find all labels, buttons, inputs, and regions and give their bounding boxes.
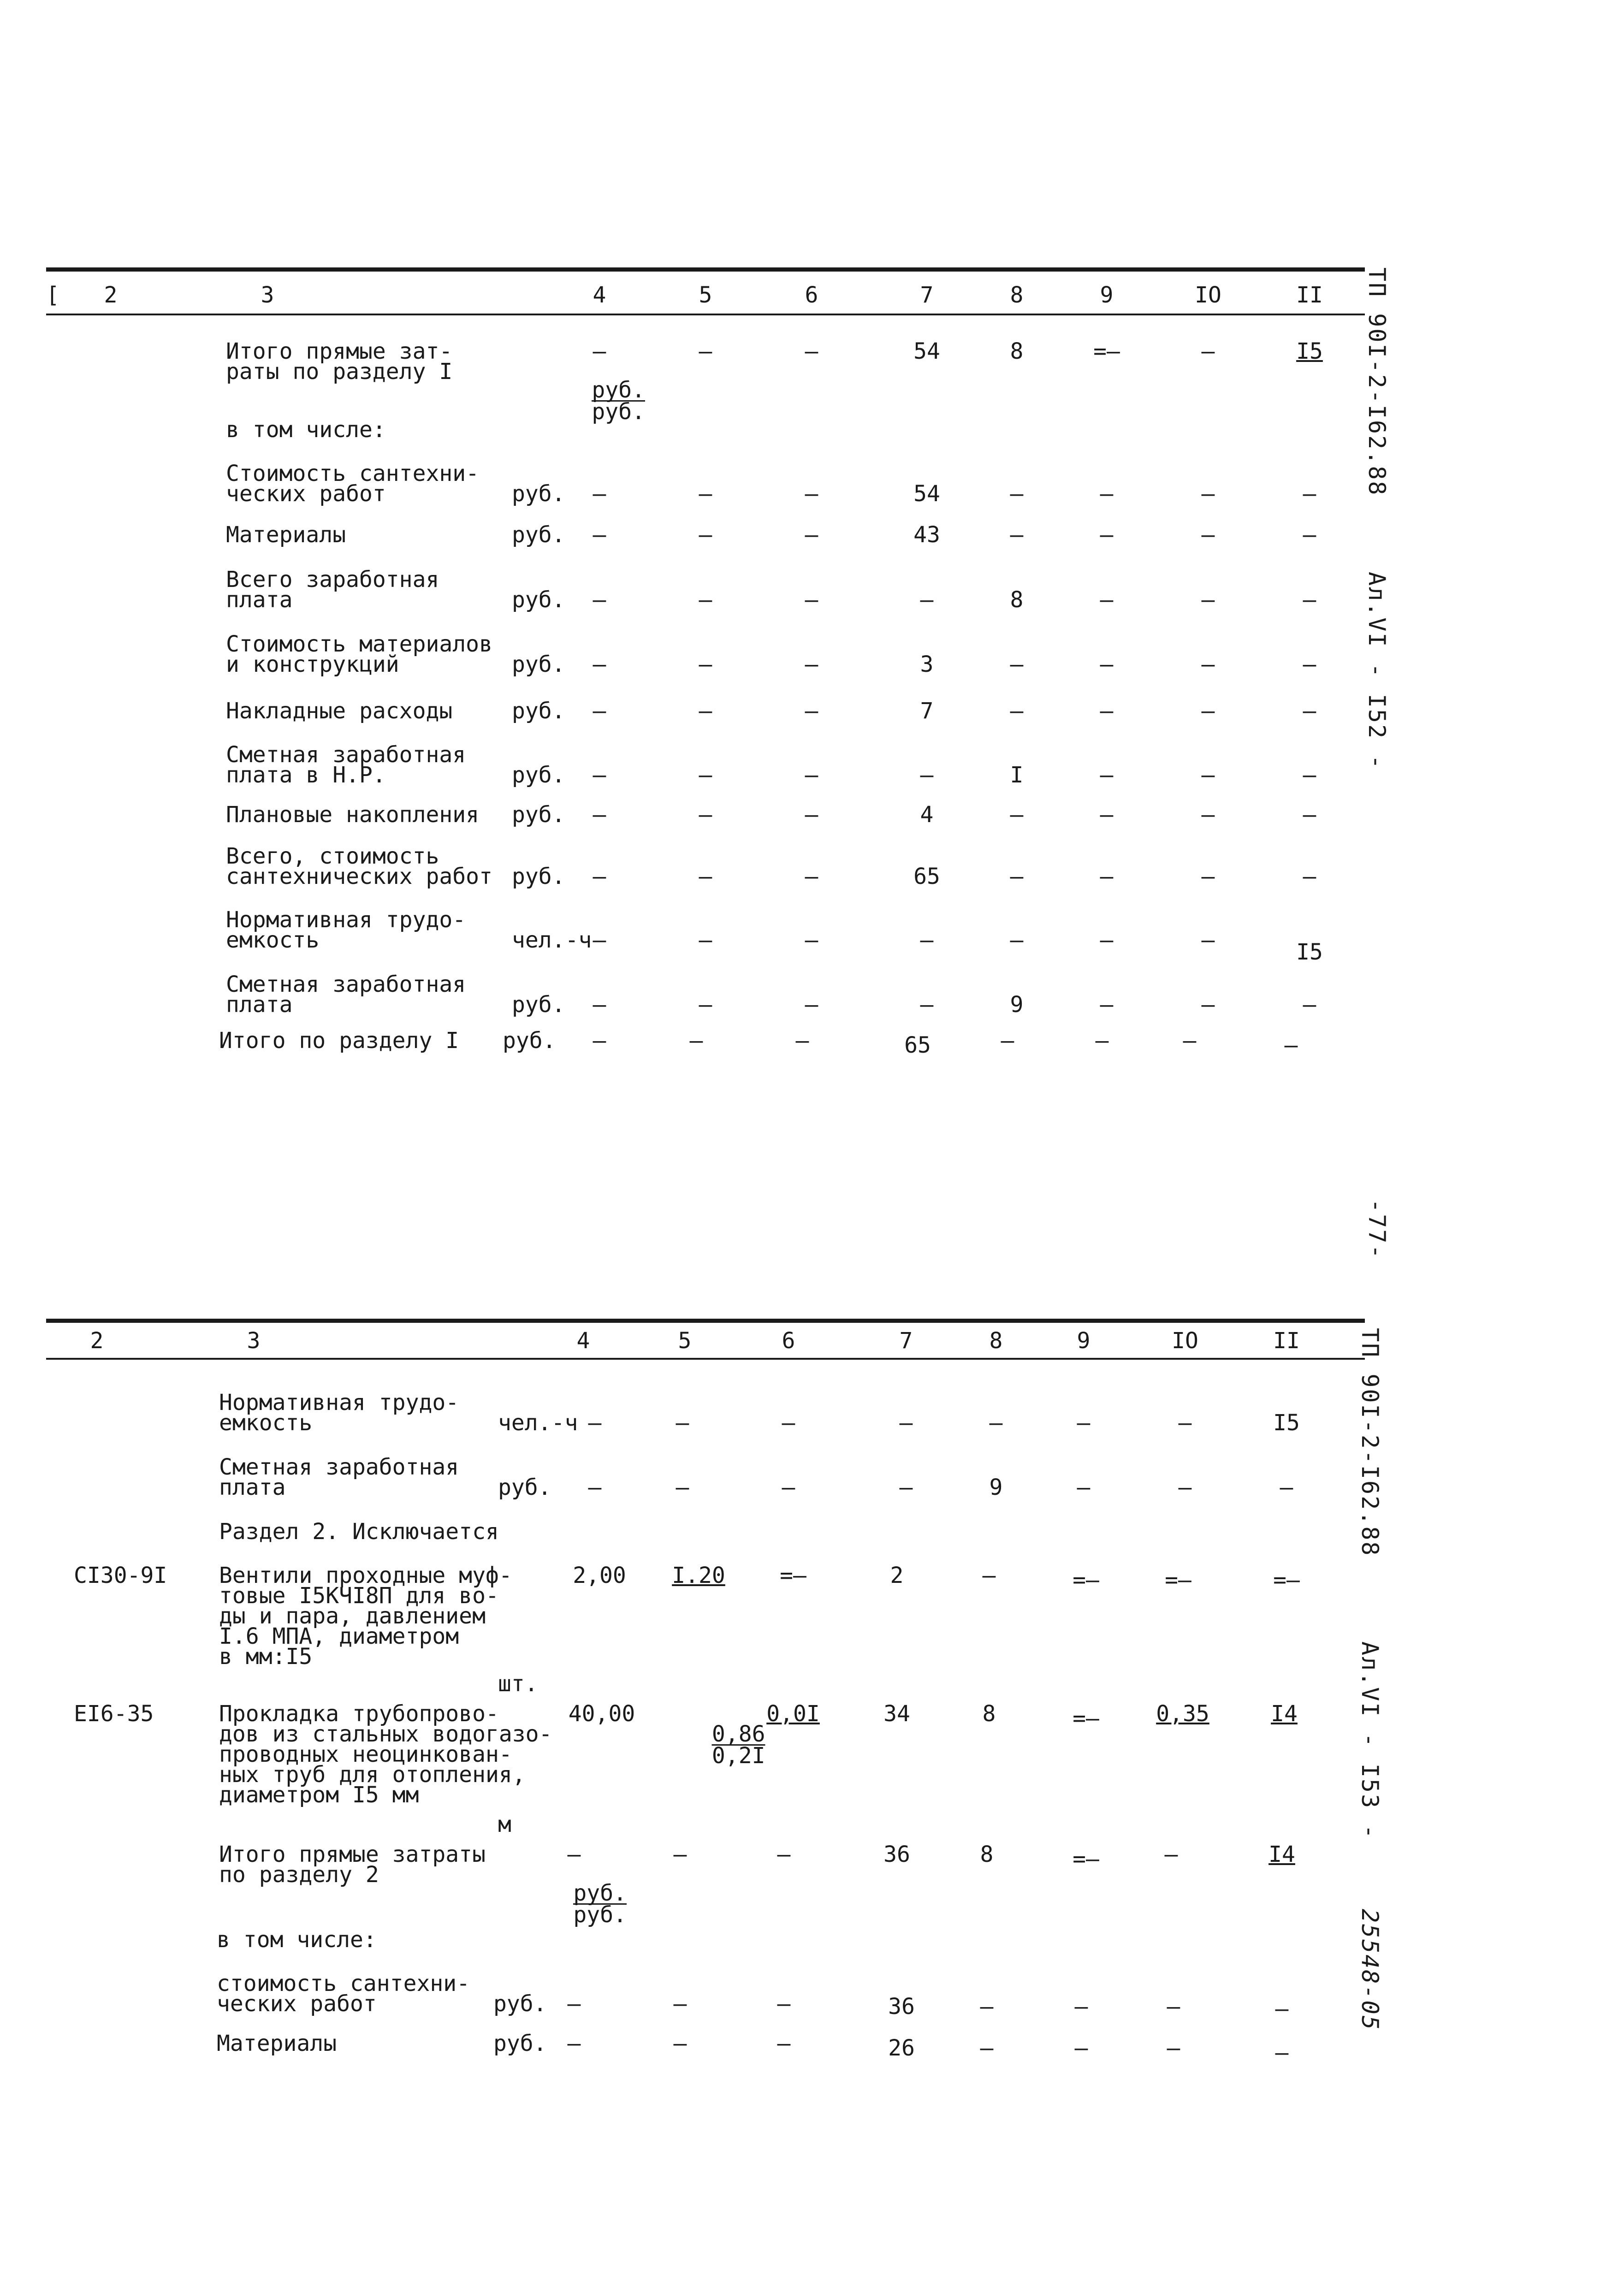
cell-c10: – — [1201, 522, 1215, 548]
unit-denominator: руб. — [573, 1902, 627, 1928]
cell-c8: – — [1010, 698, 1024, 724]
cell-c11: =— — [1273, 1567, 1300, 1593]
col-header-4: 4 — [576, 1328, 590, 1354]
row-label: Плановые накопления — [226, 802, 480, 828]
cell-c5: – — [673, 2031, 687, 2056]
cell-c10: – — [1201, 698, 1215, 724]
cell-c4: – — [593, 338, 606, 364]
section-2-title: Раздел 2. Исключается — [219, 1519, 499, 1545]
cell-c7: – — [920, 927, 934, 953]
cell-c9: – — [1100, 992, 1114, 1018]
col-header-2: 2 — [104, 282, 118, 308]
table-row — [0, 907, 1383, 965]
cell-c4: – — [593, 698, 606, 724]
cell-c6: =— — [780, 1563, 806, 1588]
cell-c7: 54 — [913, 338, 940, 364]
cell-c9: – — [1077, 1475, 1091, 1500]
cell-c4: – — [593, 927, 606, 953]
cell-c11: – — [1303, 802, 1316, 828]
row-label: Накладные расходы — [226, 698, 453, 724]
margin-album-sheet: Ал.VI - I53 - — [1357, 1641, 1383, 1840]
col-header-7: 7 — [899, 1328, 913, 1354]
cell-c10: – — [1201, 651, 1215, 677]
table-row — [0, 1971, 1383, 2022]
cell-c5: – — [676, 1410, 689, 1436]
margin-project-code: ТП 90I-2-I62.88 — [1357, 1328, 1383, 1557]
cell-c11: – — [1284, 1032, 1298, 1058]
row-label: Сметная заработная плата в Н.Р. — [226, 742, 466, 788]
cell-c11: – — [1303, 992, 1316, 1018]
cell-c8: 8 — [1010, 338, 1024, 364]
cell-c11: I5 — [1273, 1410, 1300, 1436]
cell-c9: – — [1100, 927, 1114, 953]
row-unit: чел.-ч — [512, 927, 592, 953]
col-header-3: 3 — [261, 282, 274, 308]
cell-c5: – — [699, 338, 712, 364]
cell-c7: 2 — [890, 1563, 904, 1588]
row-unit: руб. — [512, 864, 565, 889]
unit-numerator: руб. — [573, 1880, 627, 1906]
row-unit: руб. — [512, 522, 565, 548]
row-unit: руб. — [493, 2031, 547, 2056]
cell-c5-denominator: 0,2I — [711, 1743, 765, 1769]
col-header-7: 7 — [920, 282, 934, 308]
cell-c9: – — [1100, 587, 1114, 613]
row-unit: м — [498, 1812, 511, 1837]
row-unit: руб. — [493, 1991, 547, 2017]
cell-c7: 3 — [920, 651, 934, 677]
cell-c11: – — [1303, 481, 1316, 507]
cell-c9: =— — [1073, 1706, 1099, 1731]
row-label: Вентили проходные муф- товые I5КЧI8П для во- ды и пара, давлением I.6 МПА, диаметром в мм:I5 — [219, 1563, 512, 1670]
cell-c5: – — [699, 927, 712, 953]
row-unit: руб. — [512, 992, 565, 1018]
cell-c5: I.20 — [672, 1563, 725, 1588]
cell-c7: 65 — [913, 864, 940, 889]
col-header-9: 9 — [1077, 1328, 1091, 1354]
cell-c10: – — [1164, 1842, 1178, 1867]
cell-c10: – — [1201, 992, 1215, 1018]
margin-project-code: ТП 90I-2-I62.88 — [1363, 267, 1390, 497]
cell-c9: – — [1074, 2035, 1088, 2061]
cell-c11: I5 — [1296, 338, 1323, 364]
row-unit: руб. — [512, 587, 565, 613]
table-row — [0, 1454, 1383, 1500]
col-header-11: II — [1273, 1328, 1300, 1354]
row-label: Нормативная трудо- емкость — [219, 1390, 459, 1436]
row-label: Сметная заработная плата — [219, 1454, 459, 1500]
cell-c9: – — [1077, 1410, 1091, 1436]
col-header-9: 9 — [1100, 282, 1114, 308]
cell-c10: – — [1201, 338, 1215, 364]
table-row — [0, 1563, 1383, 1697]
cell-c7: – — [899, 1475, 913, 1500]
cell-c11: – — [1303, 651, 1316, 677]
cell-c7: – — [920, 992, 934, 1018]
cell-c4: – — [567, 2031, 581, 2056]
row-label: Стоимость материалов и конструкций — [226, 631, 492, 677]
col-header-6: 6 — [782, 1328, 795, 1354]
row-label: Всего заработная плата — [226, 567, 439, 613]
cell-c5: – — [699, 587, 712, 613]
cell-c11: – — [1280, 1475, 1293, 1500]
cell-c4: 40,00 — [568, 1701, 635, 1727]
cell-c7: 54 — [913, 481, 940, 507]
cell-c8: 8 — [1010, 587, 1024, 613]
cell-c9: – — [1074, 1994, 1088, 2020]
cell-c10: – — [1178, 1410, 1192, 1436]
cell-c8: 9 — [989, 1475, 1003, 1500]
cell-c10: 0,35 — [1156, 1701, 1209, 1727]
col-header-5: 5 — [699, 282, 712, 308]
cell-c7: 4 — [920, 802, 934, 828]
cell-c10: – — [1201, 927, 1215, 953]
cell-c8: – — [980, 2035, 994, 2061]
cell-c6: – — [805, 338, 818, 364]
table-top-rule — [46, 267, 1365, 272]
row-unit: руб. — [503, 1028, 556, 1054]
cell-c8: – — [980, 1994, 994, 2020]
cell-c10: – — [1201, 802, 1215, 828]
cell-c9: – — [1100, 481, 1114, 507]
row-unit: шт. — [498, 1671, 538, 1697]
cell-c4: – — [593, 762, 606, 788]
row-label: Итого прямые затраты по разделу 2 — [219, 1842, 486, 1888]
cell-c11: – — [1303, 698, 1316, 724]
row-unit: чел.-ч — [498, 1410, 578, 1436]
cell-c5-numerator: 0,86 — [711, 1721, 765, 1747]
cell-c11: I4 — [1268, 1842, 1295, 1867]
cell-c8: 9 — [1010, 992, 1024, 1018]
cell-c10: – — [1201, 762, 1215, 788]
cell-c5-fraction — [632, 1704, 765, 1786]
cell-c8: 8 — [982, 1701, 996, 1727]
table-row — [0, 971, 1383, 1018]
cell-c8: – — [1010, 927, 1024, 953]
cell-c6: – — [805, 698, 818, 724]
cell-c5: – — [699, 864, 712, 889]
cell-c5: – — [699, 698, 712, 724]
row-label: Сметная заработная плата — [226, 971, 466, 1018]
row-label: Всего, стоимость сантехнических работ — [226, 843, 492, 889]
cell-c6: – — [782, 1475, 795, 1500]
cell-c5: – — [673, 1842, 687, 1867]
cell-c4: – — [593, 1028, 606, 1054]
table-row — [0, 567, 1383, 613]
cell-c7: 36 — [883, 1842, 910, 1867]
cell-c9: =— — [1073, 1846, 1099, 1872]
unit-denominator: руб. — [592, 399, 645, 425]
table-row — [0, 742, 1383, 788]
cell-c10: – — [1167, 1994, 1180, 2020]
row-label: Итого по разделу I — [219, 1028, 459, 1054]
cell-c7: 26 — [888, 2035, 915, 2061]
cell-c11: – — [1303, 587, 1316, 613]
cell-c8: – — [1001, 1028, 1014, 1054]
cell-c4: – — [593, 522, 606, 548]
cell-c10: =— — [1165, 1567, 1191, 1593]
cell-c6: – — [805, 927, 818, 953]
cell-c4: – — [588, 1410, 602, 1436]
cell-c6: – — [805, 651, 818, 677]
cell-c7: 36 — [888, 1994, 915, 2020]
row-label: Материалы — [226, 522, 346, 548]
cell-c4: – — [593, 992, 606, 1018]
cell-c6: – — [777, 1991, 791, 2017]
cell-c7: – — [899, 1410, 913, 1436]
col-header-3: 3 — [247, 1328, 261, 1354]
cell-c8: – — [1010, 864, 1024, 889]
table-row — [0, 1927, 1383, 1966]
cell-c6: – — [805, 481, 818, 507]
cell-c6: – — [805, 992, 818, 1018]
cell-c11: I5 — [1296, 939, 1323, 965]
cell-c5: – — [699, 481, 712, 507]
cell-c4: – — [593, 864, 606, 889]
table-row — [0, 417, 1383, 456]
cell-c4: 2,00 — [573, 1563, 626, 1588]
cell-c11: – — [1275, 2040, 1289, 2066]
cell-c10: – — [1167, 2035, 1180, 2061]
table-row — [0, 461, 1383, 507]
cell-c6: 0,0I — [766, 1701, 820, 1727]
row-label: Итого прямые зат- раты по разделу I — [226, 338, 453, 385]
cell-c6: – — [805, 802, 818, 828]
cell-c4: – — [593, 481, 606, 507]
margin-album-sheet: Ал.VI - I52 - — [1363, 572, 1390, 770]
row-label: Стоимость сантехни- ческих работ — [226, 461, 480, 507]
row-label: Нормативная трудо- емкость — [226, 907, 466, 953]
table-row — [0, 843, 1383, 889]
cell-c8: – — [989, 1410, 1003, 1436]
cell-c11: – — [1303, 522, 1316, 548]
table-row — [0, 2033, 1383, 2070]
row-unit: руб. — [512, 651, 565, 677]
cell-c5: – — [676, 1475, 689, 1500]
cell-c8: – — [1010, 481, 1024, 507]
page-number: -77- — [1363, 1199, 1390, 1260]
table-row — [0, 522, 1383, 562]
row-label: Материалы — [217, 2031, 337, 2056]
cell-c9: =— — [1073, 1567, 1099, 1593]
table-row — [0, 1842, 1383, 1928]
col-header-6: 6 — [805, 282, 818, 308]
row-code: CI30-9I — [74, 1563, 167, 1588]
row-unit: руб. — [498, 1475, 551, 1500]
cell-c4: – — [593, 651, 606, 677]
cell-c6: – — [805, 587, 818, 613]
section-heading — [0, 1519, 1383, 1558]
cell-c9: – — [1100, 522, 1114, 548]
cell-c7: – — [920, 762, 934, 788]
cell-c10: – — [1201, 587, 1215, 613]
cell-c11: – — [1303, 864, 1316, 889]
table-row — [0, 802, 1383, 841]
cell-c6: – — [805, 522, 818, 548]
unit-numerator: руб. — [592, 377, 645, 403]
cell-c8: – — [1010, 522, 1024, 548]
cell-c10: – — [1183, 1028, 1197, 1054]
row-unit: руб. — [512, 762, 565, 788]
row-label: в том числе: — [226, 417, 386, 443]
table-row — [0, 631, 1383, 677]
col-header-1: [ — [46, 282, 59, 308]
table-row — [0, 1028, 1383, 1067]
cell-c8: – — [1010, 802, 1024, 828]
cell-c8: 8 — [980, 1842, 994, 1867]
row-label: стоимость сантехни- ческих работ — [217, 1971, 470, 2017]
table-row — [0, 338, 1383, 425]
cell-c7: 43 — [913, 522, 940, 548]
cell-c5: – — [673, 1991, 687, 2017]
row-unit: руб. — [512, 481, 565, 507]
cell-c5: – — [699, 522, 712, 548]
cell-c4: – — [588, 1475, 602, 1500]
row-label: в том числе: — [217, 1927, 377, 1953]
cell-c8: – — [982, 1563, 996, 1588]
col-header-11: II — [1296, 282, 1323, 308]
row-unit: руб. — [512, 802, 565, 828]
cell-c7: 34 — [883, 1701, 910, 1727]
cell-c7: 65 — [904, 1032, 931, 1058]
row-code: EI6-35 — [74, 1701, 154, 1727]
cell-c5: – — [699, 992, 712, 1018]
col-header-10: IO — [1172, 1328, 1198, 1354]
cell-c10: – — [1201, 864, 1215, 889]
cell-c10: – — [1178, 1475, 1192, 1500]
cell-c9: – — [1100, 762, 1114, 788]
cell-c6: – — [805, 864, 818, 889]
cell-c11: – — [1303, 762, 1316, 788]
col-header-8: 8 — [989, 1328, 1003, 1354]
col-header-2: 2 — [90, 1328, 104, 1354]
table-header-rule — [46, 314, 1365, 315]
margin-archive-number: 25548-05 — [1357, 1909, 1383, 2031]
table-top-rule — [46, 1319, 1365, 1323]
cell-c8: I — [1010, 762, 1024, 788]
col-header-5: 5 — [678, 1328, 692, 1354]
table-header-rule — [46, 1358, 1365, 1360]
cell-c4: – — [567, 1842, 581, 1867]
cell-c5: – — [699, 651, 712, 677]
col-header-8: 8 — [1010, 282, 1024, 308]
cell-c11: – — [1275, 1996, 1289, 2022]
cell-c9: – — [1100, 864, 1114, 889]
cell-c7: 7 — [920, 698, 934, 724]
cell-c9: – — [1100, 651, 1114, 677]
cell-c4: – — [567, 1991, 581, 2017]
table-row — [0, 698, 1383, 738]
cell-c10: – — [1201, 481, 1215, 507]
col-header-4: 4 — [593, 282, 606, 308]
cell-c7: – — [920, 587, 934, 613]
cell-c4: – — [593, 802, 606, 828]
cell-c6: – — [777, 2031, 791, 2056]
cell-c8: – — [1010, 651, 1024, 677]
cell-c9: – — [1095, 1028, 1109, 1054]
cell-c6: – — [782, 1410, 795, 1436]
cell-c5: – — [699, 802, 712, 828]
cell-c6: – — [777, 1842, 791, 1867]
cell-c9: =— — [1093, 338, 1120, 364]
cell-c5: – — [699, 762, 712, 788]
table-row — [0, 1390, 1383, 1436]
cell-c5: – — [689, 1028, 703, 1054]
cell-c6: – — [795, 1028, 809, 1054]
row-label: Прокладка трубопрово- дов из стальных водогазо- проводных неоцинкован- ных труб для отопления, диаметром I5 мм — [219, 1701, 552, 1808]
cell-c9: – — [1100, 802, 1114, 828]
col-header-10: IO — [1195, 282, 1221, 308]
cell-c4: – — [593, 587, 606, 613]
cell-c9: – — [1100, 698, 1114, 724]
row-unit: руб. — [512, 698, 565, 724]
cell-c6: – — [805, 762, 818, 788]
cell-c11: I4 — [1271, 1701, 1298, 1727]
